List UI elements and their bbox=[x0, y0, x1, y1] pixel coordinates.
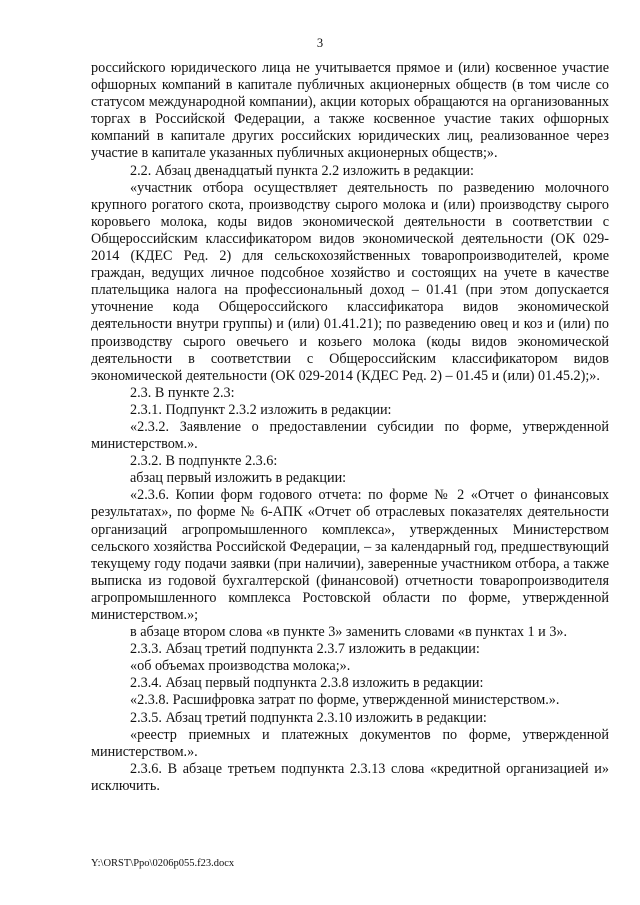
paragraph: в абзаце втором слова «в пункте 3» заменить словами «в пунктах 1 и 3». bbox=[130, 624, 568, 641]
paragraph: 2.3. В пункте 2.3: bbox=[130, 384, 235, 401]
paragraph: «2.3.8. Расшифровка затрат по форме, утвержденной министерством.». bbox=[130, 692, 560, 709]
paragraph: 2.2. Абзац двенадцатый пункта 2.2 изложить в редакции: bbox=[130, 162, 474, 179]
footer-file-path: Y:\ORST\Ppo\0206p055.f23.docx bbox=[91, 858, 235, 869]
paragraph: 2.3.4. Абзац первый подпункта 2.3.8 изложить в редакции: bbox=[130, 675, 484, 692]
paragraph: российского юридического лица не учитывается прямое и (или) косвенное участие офшорных компаний в капитале публичных акционерных обществ (в том числе со статусом международной компании), акции которых обращаются на организованных торгах в Российской Федерации, а также косвенное участие таких офшорных компаний в капитале других российских юридических лиц, реализованное через участие в капитале указанных публичных акционерных обществ;». bbox=[91, 60, 609, 162]
paragraph: «реестр приемных и платежных документов по форме, утвержденной министерством.». bbox=[91, 726, 609, 760]
paragraph: абзац первый изложить в редакции: bbox=[130, 470, 347, 487]
paragraph: 2.3.1. Подпункт 2.3.2 изложить в редакции: bbox=[130, 401, 392, 418]
paragraph: 2.3.2. В подпункте 2.3.6: bbox=[130, 453, 278, 470]
paragraph: «2.3.6. Копии форм годового отчета: по форме № 2 «Отчет о финансовых результатах», по форме № 6-АПК «Отчет об отраслевых показателях деятельности организаций агропромышленного комплекса», утвержденных Министерством сельского хозяйства Российской Федерации, – за календарный год, предшествующий текущему году подачи заявки (при наличии), заверенные участником отбора, а также выписка из годовой бухгалтерской (финансовой) отчетности товаропроизводителя агропромышленного комплекса Ростовской области по форме, утвержденной министерством.»; bbox=[91, 487, 609, 623]
paragraph: 2.3.6. В абзаце третьем подпункта 2.3.13 слова «кредитной организацией и» исключить. bbox=[91, 760, 609, 794]
document-body bbox=[91, 60, 609, 795]
page-number: 3 bbox=[316, 36, 324, 50]
paragraph: 2.3.5. Абзац третий подпункта 2.3.10 изложить в редакции: bbox=[130, 709, 487, 726]
paragraph: «об объемах производства молока;». bbox=[130, 658, 351, 675]
paragraph: «участник отбора осуществляет деятельность по разведению молочного крупного рогатого скота, производству сырого молока и (или) производству сырого коровьего молока, коды видов экономической деятельности в соответствии с Общероссийским классификатором видов экономической деятельности (ОК 029-2014 (КДЕС Ред. 2) для сельскохозяйственных товаропроизводителей, кроме граждан, ведущих личное подсобное хозяйство и состоящих на учете в качестве плательщика налога на профессиональный доход – 01.41 (при этом допускается уточнение кода Общероссийского классификатора видов экономической деятельности внутри группы) и (или) 01.41.21); по разведению овец и коз и (или) по производству сырого овечьего и козьего молока (коды видов экономической деятельности в соответствии с Общероссийским классификатором видов экономической деятельности (ОК 029-2014 (КДЕС Ред. 2) – 01.45 и (или) 01.45.2);». bbox=[91, 179, 609, 384]
paragraph: «2.3.2. Заявление о предоставлении субсидии по форме, утвержденной министерством.». bbox=[91, 418, 609, 453]
paragraph: 2.3.3. Абзац третий подпункта 2.3.7 изложить в редакции: bbox=[130, 641, 480, 658]
